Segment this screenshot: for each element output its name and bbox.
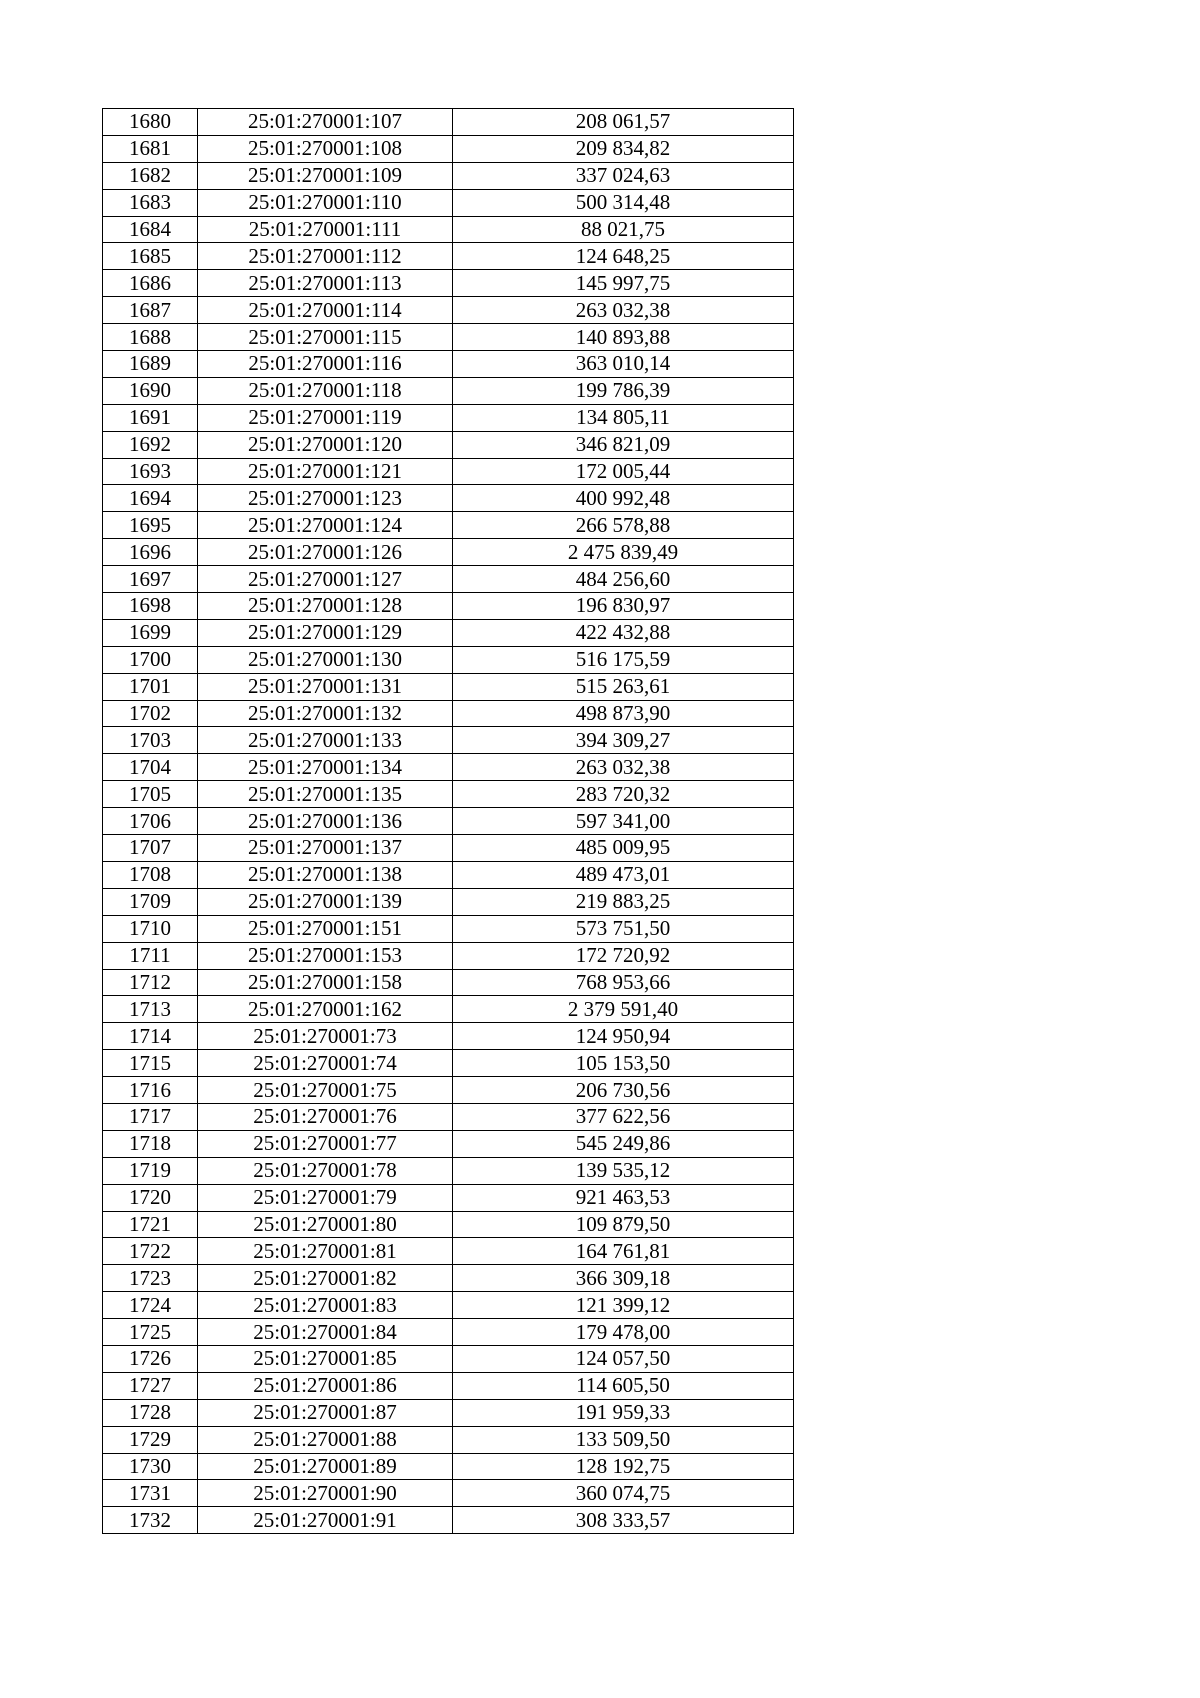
table-row [103, 1130, 794, 1157]
cadastral-value-cell: 263 032,38 [453, 754, 794, 781]
row-number-cell: 1690 [103, 377, 198, 404]
row-number-cell: 1720 [103, 1184, 198, 1211]
row-number-cell: 1726 [103, 1345, 198, 1372]
table-row [103, 216, 794, 243]
row-number-cell: 1721 [103, 1211, 198, 1238]
table-row [103, 1238, 794, 1265]
cadastral-number-cell: 25:01:270001:121 [198, 458, 453, 485]
table-row [103, 1211, 794, 1238]
row-number-cell: 1689 [103, 351, 198, 378]
cadastral-value-cell: 516 175,59 [453, 646, 794, 673]
row-number-cell: 1707 [103, 835, 198, 862]
table-row [103, 189, 794, 216]
table-row [103, 1077, 794, 1104]
row-number-cell: 1732 [103, 1507, 198, 1534]
cadastral-value-cell: 105 153,50 [453, 1050, 794, 1077]
cadastral-number-cell: 25:01:270001:134 [198, 754, 453, 781]
cadastral-number-cell: 25:01:270001:158 [198, 969, 453, 996]
cadastral-value-cell: 191 959,33 [453, 1399, 794, 1426]
table-row [103, 485, 794, 512]
table-row [103, 969, 794, 996]
table-row [103, 781, 794, 808]
cadastral-value-cell: 88 021,75 [453, 216, 794, 243]
cadastral-value-cell: 263 032,38 [453, 297, 794, 324]
table-row [103, 539, 794, 566]
table-row [103, 270, 794, 297]
cadastral-value-cell: 172 720,92 [453, 942, 794, 969]
cadastral-number-cell: 25:01:270001:111 [198, 216, 453, 243]
table-row [103, 324, 794, 351]
cadastral-number-cell: 25:01:270001:135 [198, 781, 453, 808]
table-row [103, 754, 794, 781]
table-row [103, 808, 794, 835]
table-row [103, 1345, 794, 1372]
table-row [103, 1426, 794, 1453]
cadastral-number-cell: 25:01:270001:87 [198, 1399, 453, 1426]
cadastral-number-cell: 25:01:270001:162 [198, 996, 453, 1023]
row-number-cell: 1701 [103, 673, 198, 700]
row-number-cell: 1686 [103, 270, 198, 297]
cadastral-value-cell: 921 463,53 [453, 1184, 794, 1211]
cadastral-value-cell: 377 622,56 [453, 1103, 794, 1130]
cadastral-number-cell: 25:01:270001:73 [198, 1023, 453, 1050]
table-row [103, 458, 794, 485]
table-row [103, 700, 794, 727]
cadastral-value-cell: 308 333,57 [453, 1507, 794, 1534]
cadastral-value-cell: 363 010,14 [453, 351, 794, 378]
cadastral-number-cell: 25:01:270001:74 [198, 1050, 453, 1077]
cadastral-value-cell: 545 249,86 [453, 1130, 794, 1157]
row-number-cell: 1705 [103, 781, 198, 808]
cadastral-value-cell: 489 473,01 [453, 861, 794, 888]
cadastral-value-cell: 485 009,95 [453, 835, 794, 862]
table-row [103, 1050, 794, 1077]
row-number-cell: 1698 [103, 593, 198, 620]
table-row [103, 297, 794, 324]
row-number-cell: 1715 [103, 1050, 198, 1077]
cadastral-number-cell: 25:01:270001:91 [198, 1507, 453, 1534]
cadastral-number-cell: 25:01:270001:151 [198, 915, 453, 942]
cadastral-number-cell: 25:01:270001:81 [198, 1238, 453, 1265]
cadastral-number-cell: 25:01:270001:89 [198, 1453, 453, 1480]
table-row [103, 377, 794, 404]
table-row [103, 673, 794, 700]
table-row [103, 727, 794, 754]
cadastral-number-cell: 25:01:270001:78 [198, 1157, 453, 1184]
row-number-cell: 1700 [103, 646, 198, 673]
row-number-cell: 1714 [103, 1023, 198, 1050]
table-row [103, 566, 794, 593]
table-row [103, 593, 794, 620]
cadastral-value-cell: 109 879,50 [453, 1211, 794, 1238]
cadastral-number-cell: 25:01:270001:131 [198, 673, 453, 700]
row-number-cell: 1717 [103, 1103, 198, 1130]
cadastral-number-cell: 25:01:270001:79 [198, 1184, 453, 1211]
cadastral-number-cell: 25:01:270001:118 [198, 377, 453, 404]
cadastral-number-cell: 25:01:270001:126 [198, 539, 453, 566]
table-row [103, 1453, 794, 1480]
cadastral-number-cell: 25:01:270001:110 [198, 189, 453, 216]
cadastral-number-cell: 25:01:270001:137 [198, 835, 453, 862]
cadastral-number-cell: 25:01:270001:123 [198, 485, 453, 512]
table-row [103, 431, 794, 458]
table-row [103, 1319, 794, 1346]
table-row [103, 646, 794, 673]
cadastral-value-cell: 500 314,48 [453, 189, 794, 216]
cadastral-value-cell: 139 535,12 [453, 1157, 794, 1184]
table-row [103, 1265, 794, 1292]
row-number-cell: 1706 [103, 808, 198, 835]
cadastral-value-cell: 179 478,00 [453, 1319, 794, 1346]
table-row [103, 135, 794, 162]
cadastral-value-cell: 360 074,75 [453, 1480, 794, 1507]
table-row [103, 996, 794, 1023]
cadastral-number-cell: 25:01:270001:120 [198, 431, 453, 458]
cadastral-value-cell: 394 309,27 [453, 727, 794, 754]
table-row [103, 1480, 794, 1507]
cadastral-value-cell: 124 950,94 [453, 1023, 794, 1050]
row-number-cell: 1692 [103, 431, 198, 458]
row-number-cell: 1710 [103, 915, 198, 942]
cadastral-value-cell: 337 024,63 [453, 162, 794, 189]
table-row [103, 1292, 794, 1319]
cadastral-number-cell: 25:01:270001:76 [198, 1103, 453, 1130]
row-number-cell: 1719 [103, 1157, 198, 1184]
row-number-cell: 1704 [103, 754, 198, 781]
cadastral-value-cell: 209 834,82 [453, 135, 794, 162]
cadastral-number-cell: 25:01:270001:128 [198, 593, 453, 620]
cadastral-number-cell: 25:01:270001:109 [198, 162, 453, 189]
table-row [103, 404, 794, 431]
cadastral-value-cell: 124 648,25 [453, 243, 794, 270]
cadastral-value-cell: 208 061,57 [453, 109, 794, 136]
row-number-cell: 1680 [103, 109, 198, 136]
table-body [103, 109, 794, 1534]
cadastral-number-cell: 25:01:270001:127 [198, 566, 453, 593]
cadastral-number-cell: 25:01:270001:130 [198, 646, 453, 673]
cadastral-value-cell: 484 256,60 [453, 566, 794, 593]
row-number-cell: 1711 [103, 942, 198, 969]
cadastral-number-cell: 25:01:270001:108 [198, 135, 453, 162]
cadastral-number-cell: 25:01:270001:113 [198, 270, 453, 297]
cadastral-value-cell: 145 997,75 [453, 270, 794, 297]
cadastral-number-cell: 25:01:270001:138 [198, 861, 453, 888]
row-number-cell: 1684 [103, 216, 198, 243]
table-row [103, 942, 794, 969]
table-row [103, 1507, 794, 1534]
cadastral-value-cell: 124 057,50 [453, 1345, 794, 1372]
cadastral-value-cell: 164 761,81 [453, 1238, 794, 1265]
table-row [103, 1023, 794, 1050]
row-number-cell: 1729 [103, 1426, 198, 1453]
cadastral-value-cell: 266 578,88 [453, 512, 794, 539]
cadastral-number-cell: 25:01:270001:116 [198, 351, 453, 378]
cadastral-number-cell: 25:01:270001:153 [198, 942, 453, 969]
cadastral-value-cell: 206 730,56 [453, 1077, 794, 1104]
row-number-cell: 1727 [103, 1372, 198, 1399]
cadastral-number-cell: 25:01:270001:115 [198, 324, 453, 351]
row-number-cell: 1708 [103, 861, 198, 888]
cadastral-number-cell: 25:01:270001:112 [198, 243, 453, 270]
cadastral-value-cell: 2 475 839,49 [453, 539, 794, 566]
row-number-cell: 1697 [103, 566, 198, 593]
row-number-cell: 1685 [103, 243, 198, 270]
cadastral-number-cell: 25:01:270001:124 [198, 512, 453, 539]
cadastral-number-cell: 25:01:270001:83 [198, 1292, 453, 1319]
cadastral-value-cell: 114 605,50 [453, 1372, 794, 1399]
cadastral-value-cell: 121 399,12 [453, 1292, 794, 1319]
row-number-cell: 1702 [103, 700, 198, 727]
table-row [103, 1157, 794, 1184]
cadastral-number-cell: 25:01:270001:86 [198, 1372, 453, 1399]
row-number-cell: 1694 [103, 485, 198, 512]
cadastral-value-cell: 400 992,48 [453, 485, 794, 512]
cadastral-number-cell: 25:01:270001:85 [198, 1345, 453, 1372]
cadastral-value-cell: 597 341,00 [453, 808, 794, 835]
row-number-cell: 1687 [103, 297, 198, 324]
cadastral-value-table [102, 108, 794, 1534]
row-number-cell: 1693 [103, 458, 198, 485]
cadastral-number-cell: 25:01:270001:139 [198, 888, 453, 915]
row-number-cell: 1725 [103, 1319, 198, 1346]
row-number-cell: 1681 [103, 135, 198, 162]
cadastral-value-cell: 283 720,32 [453, 781, 794, 808]
row-number-cell: 1683 [103, 189, 198, 216]
cadastral-value-cell: 133 509,50 [453, 1426, 794, 1453]
cadastral-value-cell: 2 379 591,40 [453, 996, 794, 1023]
cadastral-value-cell: 768 953,66 [453, 969, 794, 996]
cadastral-number-cell: 25:01:270001:136 [198, 808, 453, 835]
row-number-cell: 1691 [103, 404, 198, 431]
row-number-cell: 1695 [103, 512, 198, 539]
row-number-cell: 1703 [103, 727, 198, 754]
cadastral-value-cell: 422 432,88 [453, 619, 794, 646]
row-number-cell: 1723 [103, 1265, 198, 1292]
table-row [103, 162, 794, 189]
table-row [103, 1399, 794, 1426]
cadastral-number-cell: 25:01:270001:107 [198, 109, 453, 136]
cadastral-number-cell: 25:01:270001:77 [198, 1130, 453, 1157]
cadastral-number-cell: 25:01:270001:88 [198, 1426, 453, 1453]
cadastral-value-cell: 196 830,97 [453, 593, 794, 620]
table-row [103, 1372, 794, 1399]
row-number-cell: 1730 [103, 1453, 198, 1480]
cadastral-value-cell: 172 005,44 [453, 458, 794, 485]
cadastral-number-cell: 25:01:270001:114 [198, 297, 453, 324]
row-number-cell: 1724 [103, 1292, 198, 1319]
row-number-cell: 1709 [103, 888, 198, 915]
cadastral-number-cell: 25:01:270001:84 [198, 1319, 453, 1346]
row-number-cell: 1718 [103, 1130, 198, 1157]
cadastral-value-cell: 140 893,88 [453, 324, 794, 351]
cadastral-value-cell: 515 263,61 [453, 673, 794, 700]
row-number-cell: 1696 [103, 539, 198, 566]
table-row [103, 243, 794, 270]
row-number-cell: 1688 [103, 324, 198, 351]
table-row [103, 351, 794, 378]
cadastral-value-cell: 128 192,75 [453, 1453, 794, 1480]
row-number-cell: 1722 [103, 1238, 198, 1265]
cadastral-number-cell: 25:01:270001:132 [198, 700, 453, 727]
cadastral-number-cell: 25:01:270001:82 [198, 1265, 453, 1292]
cadastral-number-cell: 25:01:270001:129 [198, 619, 453, 646]
table-row [103, 835, 794, 862]
table-row [103, 109, 794, 136]
row-number-cell: 1713 [103, 996, 198, 1023]
cadastral-value-cell: 366 309,18 [453, 1265, 794, 1292]
table-row [103, 1103, 794, 1130]
cadastral-value-cell: 498 873,90 [453, 700, 794, 727]
row-number-cell: 1712 [103, 969, 198, 996]
row-number-cell: 1728 [103, 1399, 198, 1426]
cadastral-number-cell: 25:01:270001:80 [198, 1211, 453, 1238]
table-row [103, 512, 794, 539]
cadastral-number-cell: 25:01:270001:90 [198, 1480, 453, 1507]
cadastral-value-cell: 134 805,11 [453, 404, 794, 431]
cadastral-value-cell: 219 883,25 [453, 888, 794, 915]
cadastral-value-cell: 199 786,39 [453, 377, 794, 404]
cadastral-number-cell: 25:01:270001:75 [198, 1077, 453, 1104]
table-row [103, 619, 794, 646]
table-row [103, 888, 794, 915]
cadastral-value-cell: 346 821,09 [453, 431, 794, 458]
table-row [103, 1184, 794, 1211]
cadastral-value-cell: 573 751,50 [453, 915, 794, 942]
table-row [103, 861, 794, 888]
table-row [103, 915, 794, 942]
row-number-cell: 1682 [103, 162, 198, 189]
row-number-cell: 1716 [103, 1077, 198, 1104]
cadastral-number-cell: 25:01:270001:119 [198, 404, 453, 431]
cadastral-number-cell: 25:01:270001:133 [198, 727, 453, 754]
row-number-cell: 1699 [103, 619, 198, 646]
row-number-cell: 1731 [103, 1480, 198, 1507]
